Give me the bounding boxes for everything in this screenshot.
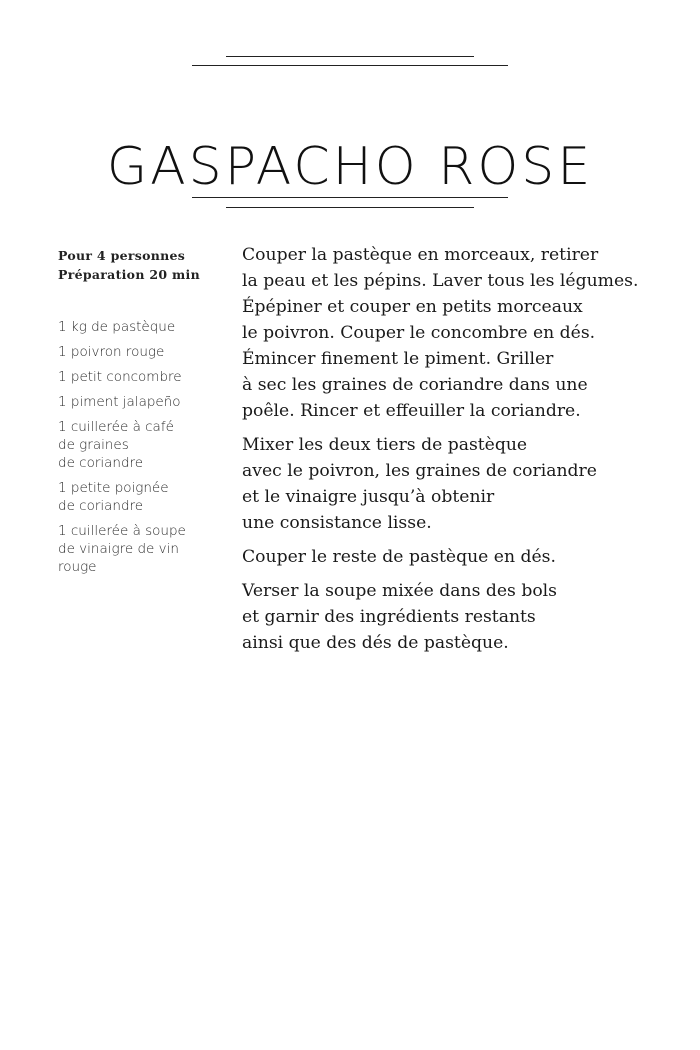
ingredient-item: 1 piment jalapeño xyxy=(58,394,181,410)
title-rule-top-short xyxy=(226,56,474,57)
prep-time-label: Préparation 20 min xyxy=(58,267,200,282)
ingredient-item: 1 petite poignée de coriandre xyxy=(58,480,169,514)
ingredient-item: 1 petit concombre xyxy=(58,369,182,385)
title-rule-top-long xyxy=(192,65,508,66)
ingredient-item: 1 cuillerée à café de graines de coriandre xyxy=(58,419,174,471)
step-paragraph: Couper le reste de pastèque en dés. xyxy=(242,547,556,567)
ingredient-item: 1 kg de pastèque xyxy=(58,319,176,335)
recipe-title: GASPACHO ROSE xyxy=(106,136,594,197)
recipe-steps xyxy=(242,242,662,664)
step-paragraph: Mixer les deux tiers de pastèque avec le poivron, les graines de coriandre et le vinaigre jusqu’à obtenir une consistance lisse. xyxy=(242,435,597,533)
servings-label: Pour 4 personnes xyxy=(58,248,186,263)
title-rule-bottom-short xyxy=(226,207,474,208)
recipe-sidebar xyxy=(58,246,228,583)
step-paragraph: Couper la pastèque en morceaux, retirer la peau et les pépins. Laver tous les légumes. Épépiner et couper en petits morceaux le poivron. Couper le concombre en dés. Émincer finement le piment. Griller à sec les graines de coriandre dans une poêle. Rincer et effeuiller la coriandre. xyxy=(242,245,639,421)
ingredient-item: 1 poivron rouge xyxy=(58,344,165,360)
title-rule-bottom-long xyxy=(192,197,508,198)
ingredient-item: 1 cuillerée à soupe de vinaigre de vin rouge xyxy=(58,523,186,575)
ingredient-list xyxy=(58,318,228,576)
step-paragraph: Verser la soupe mixée dans des bols et garnir des ingrédients restants ainsi que des dés de pastèque. xyxy=(242,581,557,653)
